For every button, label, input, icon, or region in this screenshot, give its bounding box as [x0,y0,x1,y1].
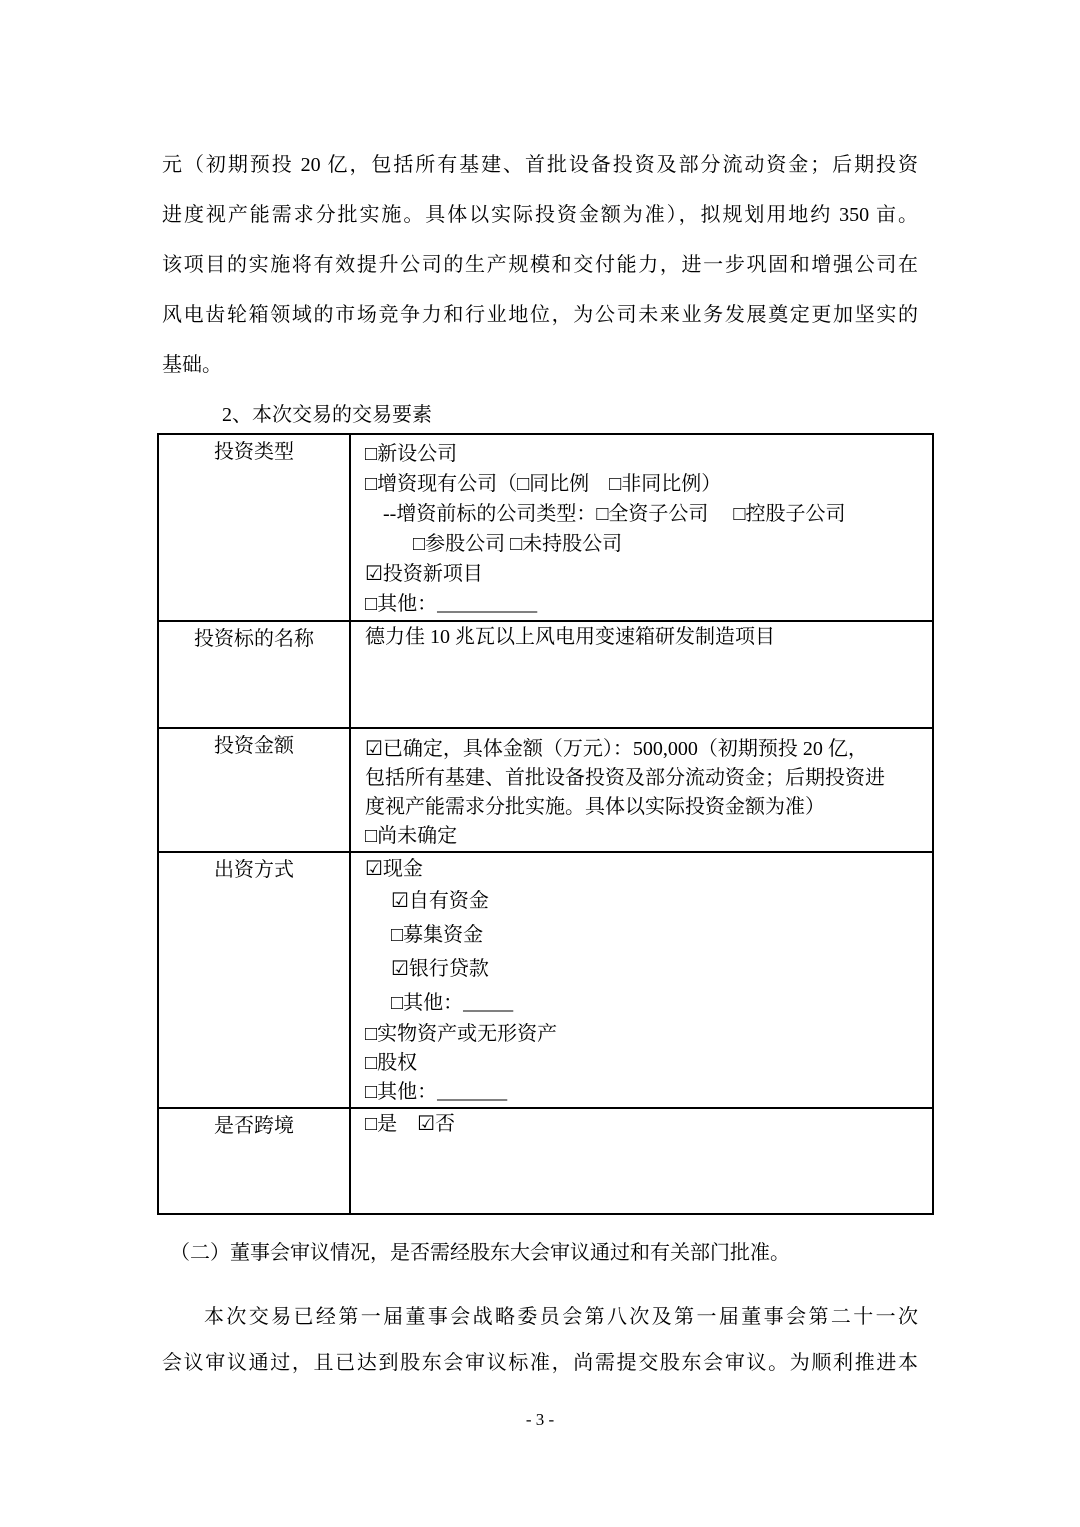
checkbox-option-bank-loan-checked: ☑银行贷款 [391,958,489,980]
checkbox-option-pre-increase-type: --增资前标的公司类型：□全资子公司 □控股子公司 [383,503,846,525]
checkbox-option-new-project-checked: ☑投资新项目 [365,563,483,585]
row-label-investment-type: 投资类型 [158,434,350,621]
checkbox-option-own-funds-checked: ☑自有资金 [391,890,489,912]
checkbox-option-cash-checked: ☑现金 [365,858,423,880]
paragraph-line: 该项目的实施将有效提升公司的生产规模和交付能力，进一步巩固和增强公司在 [162,254,918,276]
page-number: - 3 - [525,1410,555,1429]
checkbox-option-other: □其他：_______ [365,1081,508,1103]
checkbox-option-raised-funds: □募集资金 [391,924,484,946]
checkbox-option-amount-undecided: □尚未确定 [365,825,458,847]
checkbox-option-equity: □股权 [365,1052,418,1074]
amount-detail-line: 包括所有基建、首批设备投资及部分流动资金；后期投资进 [365,767,885,789]
row-label-funding-method: 出资方式 [158,852,350,1108]
row-content-target-name [350,621,933,728]
table-row-investment-type [158,434,933,621]
table-row-funding-method [158,852,933,1108]
paragraph-line: 风电齿轮箱领域的市场竞争力和行业地位，为公司未来业务发展奠定更加坚实的 [162,304,918,326]
row-label-cross-border: 是否跨境 [158,1108,350,1214]
row-content-cross-border [350,1108,933,1214]
row-label-investment-amount: 投资金额 [158,728,350,852]
paragraph-line: 本次交易已经第一届董事会战略委员会第八次及第一届董事会第二十一次 [204,1306,918,1328]
table-row-investment-amount [158,728,933,852]
paragraph-line: 进度视产能需求分批实施。具体以实际投资金额为准），拟规划用地约 350 亩。 [162,204,918,226]
row-label-target-name: 投资标的名称 [158,621,350,728]
checkbox-option-new-company: □新设公司 [365,443,458,465]
checkbox-option-amount-confirmed: ☑已确定，具体金额（万元）：500,000（初期预投 20 亿， [365,738,868,760]
transaction-elements-table [157,433,934,1215]
paragraph-line: 元（初期预投 20 亿，包括所有基建、首批设备投资及部分流动资金；后期投资 [162,154,918,176]
checkbox-option-cash-other: □其他：_____ [391,992,514,1014]
paragraph-line: 基础。 [162,354,222,376]
checkbox-option-capital-increase: □增资现有公司（□同比例 □非同比例） [365,473,722,495]
target-name-value: 德力佳 10 兆瓦以上风电用变速箱研发制造项目 [365,626,775,648]
checkbox-option-shareholding-type: □参股公司 □未持股公司 [413,533,623,555]
bottom-paragraphs [162,1228,918,1386]
checkbox-option-yes-no-checked: □是 ☑否 [365,1113,456,1135]
paragraph-line: 会议审议通过，且已达到股东会审议标准，尚需提交股东会审议。为顺利推进本 [162,1352,918,1374]
row-content-funding-method [350,852,933,1108]
checkbox-option-physical-assets: □实物资产或无形资产 [365,1023,558,1045]
subsection-heading: （二）董事会审议情况，是否需经股东大会审议通过和有关部门批准。 [170,1242,790,1264]
amount-detail-line: 度视产能需求分批实施。具体以实际投资金额为准） [365,796,825,818]
row-content-investment-type [350,434,933,621]
table-row-cross-border [158,1108,933,1214]
section-heading: 2、本次交易的交易要素 [222,404,432,426]
row-content-investment-amount [350,728,933,852]
checkbox-option-other: □其他：__________ [365,593,538,615]
table-row-target-name [158,621,933,728]
top-paragraph [162,140,918,440]
